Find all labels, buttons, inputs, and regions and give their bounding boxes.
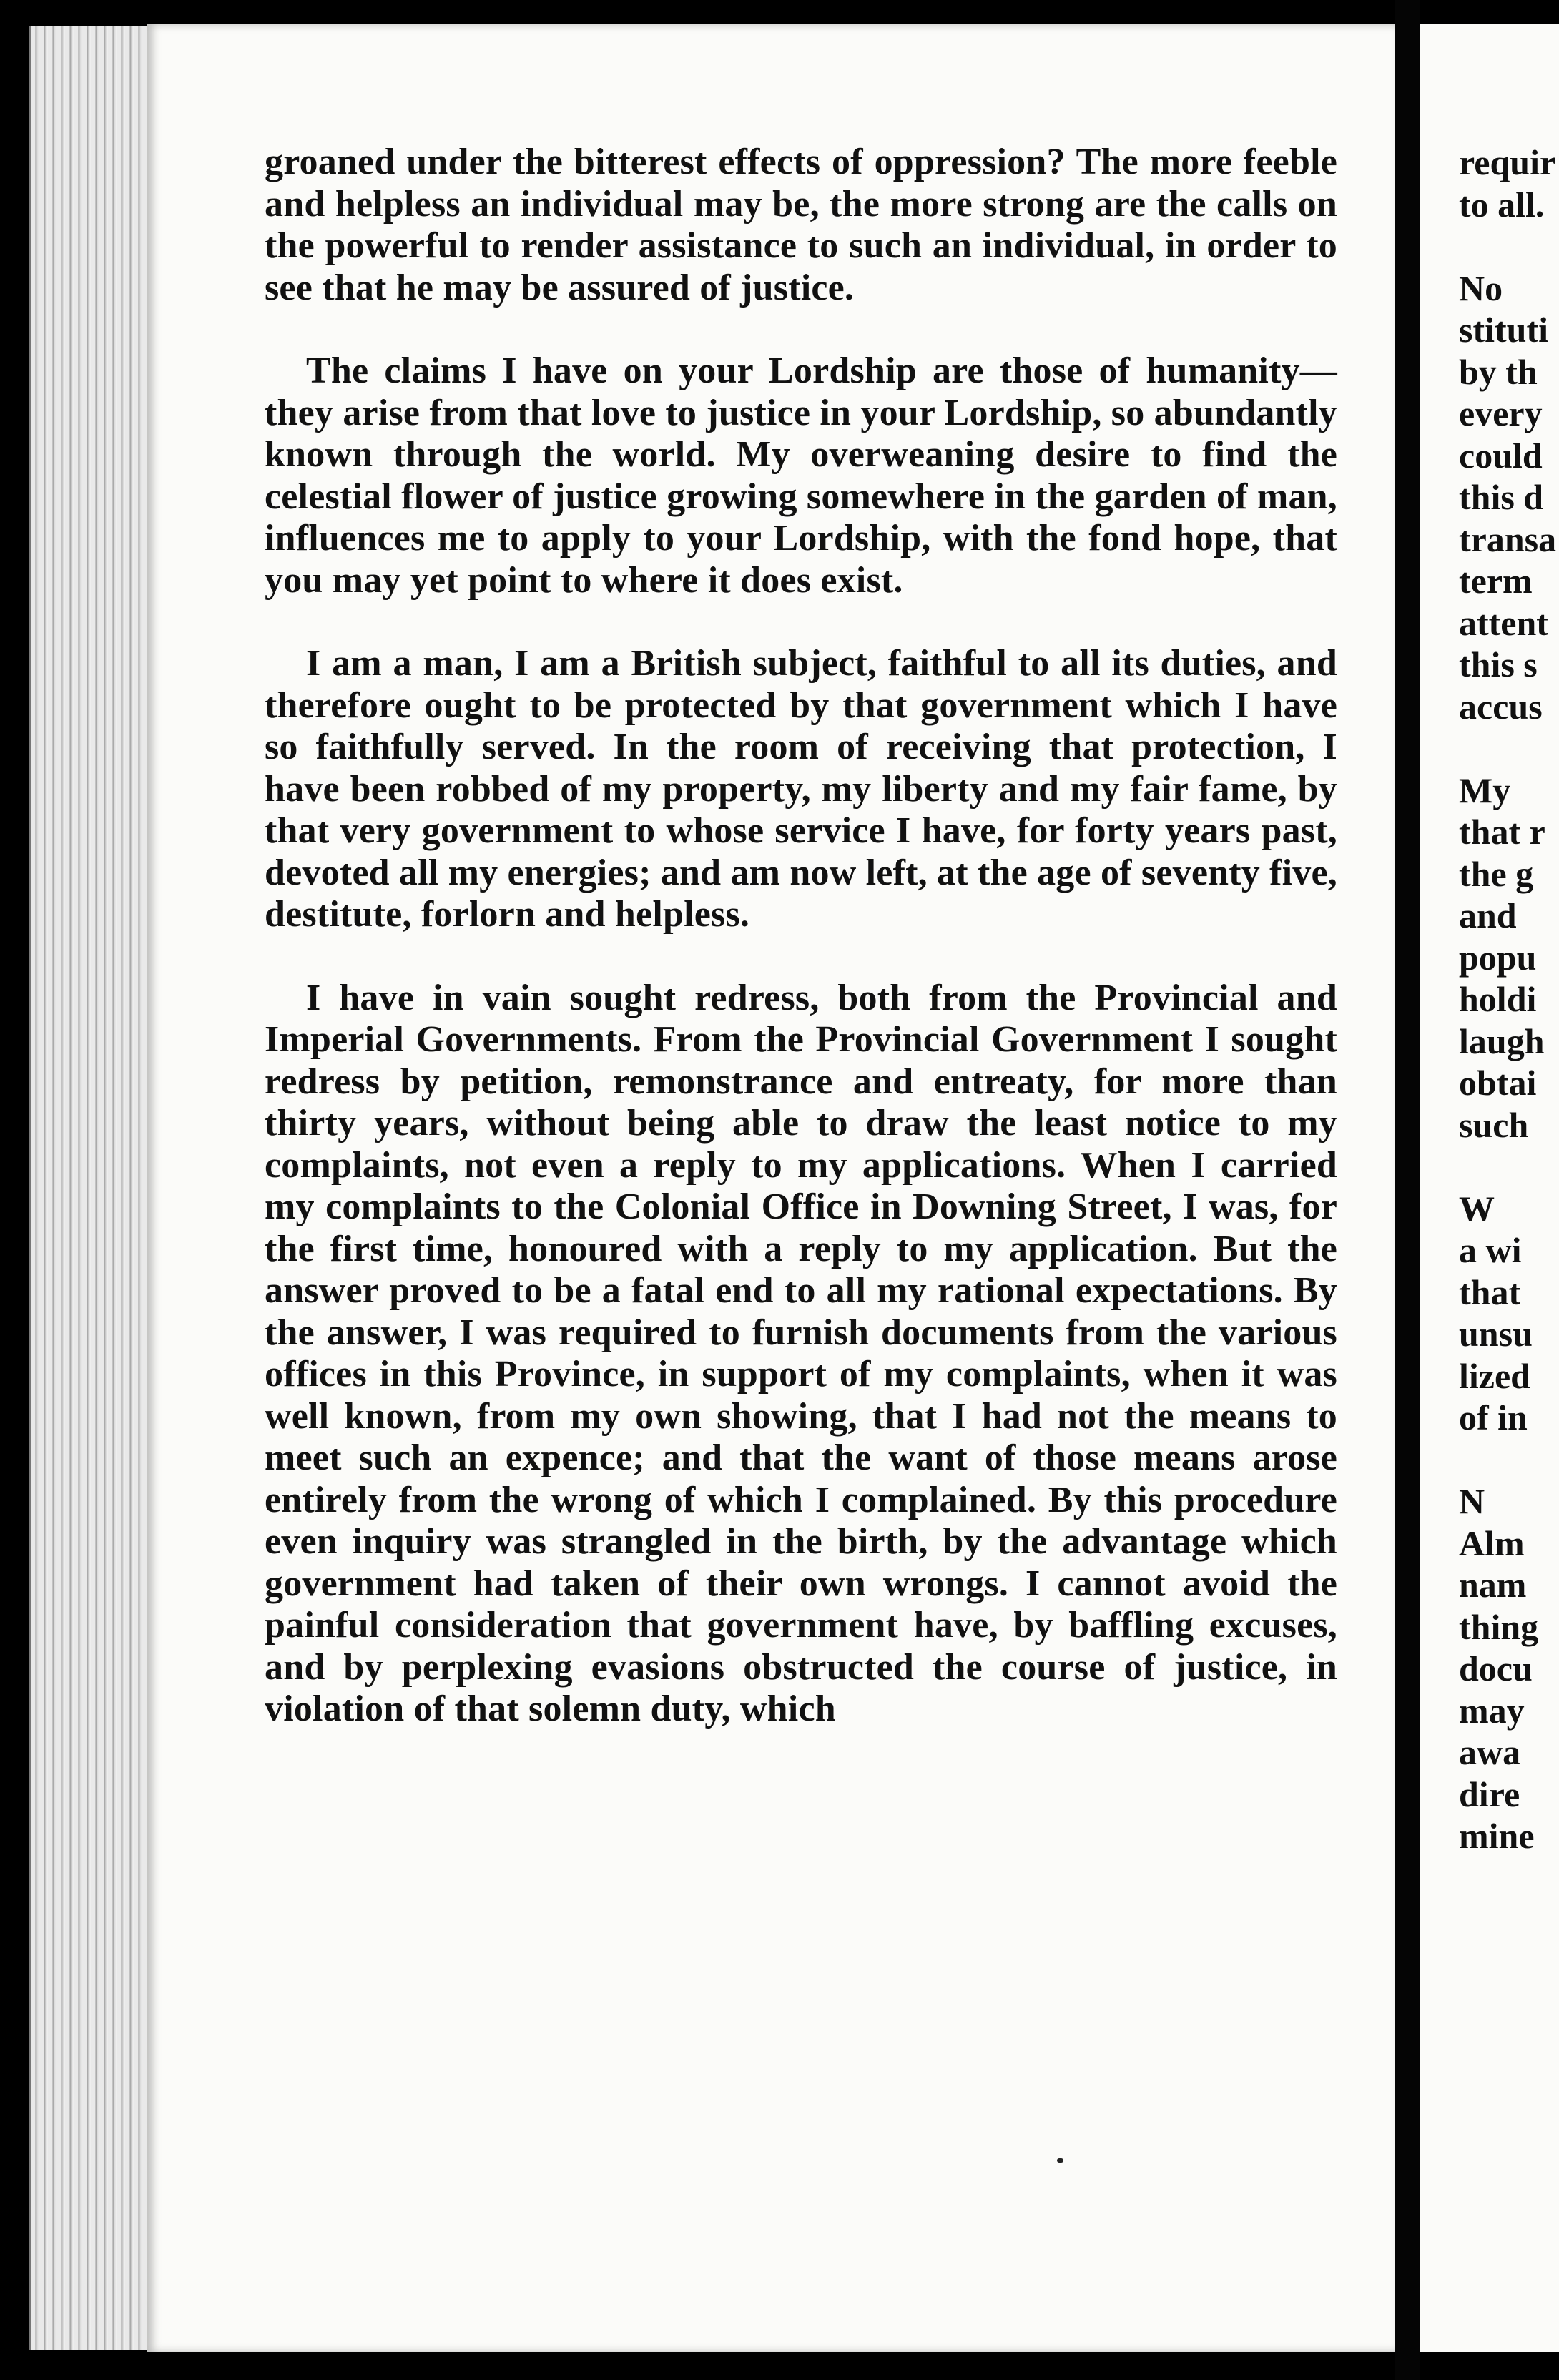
right-page-line: obtai [1459,1063,1537,1103]
paragraph-gap [1459,1146,1559,1188]
right-page-line: nam [1459,1565,1527,1605]
right-page-line: this d [1459,477,1544,517]
book-gutter [1395,0,1420,2380]
right-page-line: attent [1459,602,1548,643]
paragraph-gap [1459,225,1559,267]
right-page-line: dire [1459,1774,1520,1814]
paragraph-2: The claims I have on your Lordship are those of humanity— they arise from that love to justice in your Lordship, so abundantly known through the world. My overweaning desire to find the celestial flower of justice growing somewhere in the garden of man, influences me to apply to your Lordship, with the fond hope, that you may yet point to where it does exist. [265,350,1337,601]
right-page-line: laugh [1459,1021,1545,1061]
right-page-line: unsu [1459,1314,1533,1354]
paragraph-gap [1459,727,1559,769]
paragraph-4: I have in vain sought redress, both from the Provincial and Imperial Governments. From the Provincial Government I sought redress by petition, remonstrance and entreaty, for more than thirty years, without being able to draw the least notice to my complaints, not even a reply to my applications. When I carried my complaints to the Colonial Office in Downing Street, I was, for the first time, honoured with a reply to my application. But the answer proved to be a fatal end to all my rational expectations. By the answer, I was required to furnish documents from the various offices in this Province, in support of my complaints, when it was well known, from my own showing, that I had not the means to meet such an expence; and that the want of those means arose entirely from the wrong of which I complained. By this procedure even inquiry was strangled in the birth, by the advantage which government had taken of their own wrongs. I cannot avoid the painful consideration that government have, by baffling excuses, and by perplexing evasions obstructed the course of justice, in violation of that solemn duty, which [265,977,1337,1729]
right-page-line: that [1459,1272,1521,1312]
right-page-line: holdi [1459,979,1537,1019]
right-page-text [1459,142,1559,1857]
right-page-line: No [1459,267,1503,308]
right-page-line: stituti [1459,310,1548,350]
paragraph-1: groaned under the bitterest effects of oppression? The more feeble and helpless an individual may be, the more strong are the calls on the powerful to render assistance to such an individual, in order to see that he may be assured of justice. [265,142,1337,308]
right-page-line: thing [1459,1606,1539,1647]
right-page-line: to all. [1459,184,1545,225]
right-page-line: mine [1459,1816,1535,1856]
paragraph-gap [1459,1439,1559,1481]
ink-speck [1057,2158,1063,2163]
right-page-line: by th [1459,351,1538,392]
right-page-line: lized [1459,1355,1530,1396]
right-page-line: N [1459,1481,1485,1521]
right-page-line: that r [1459,812,1545,852]
right-page-line: a wi [1459,1230,1522,1270]
right-page-line: the g [1459,853,1534,894]
right-page-line: awa [1459,1732,1521,1772]
right-page-line: transa [1459,518,1557,559]
right-page-line: Alm [1459,1523,1525,1563]
right-page-line: could [1459,435,1543,476]
left-page-text [265,142,1337,1772]
right-page-line: My [1459,769,1511,810]
right-page-line: W [1459,1188,1495,1229]
right-page-line: and [1459,895,1517,935]
right-page-line: may [1459,1690,1525,1731]
right-page-line: accus [1459,686,1543,727]
paragraph-3: I am a man, I am a British subject, faithful to all its duties, and therefore ought to be protected by that government which I have so faithfully served. In the room of receiving that protection, I have been robbed of my property, my liberty and my fair fame, by that very government to whose service I have, for forty years past, devoted all my energies; and am now left, at the age of seventy five, destitute, forlorn and helpless. [265,643,1337,935]
right-page-line: such [1459,1104,1529,1145]
right-page-line: term [1459,561,1533,601]
right-page-line: docu [1459,1648,1533,1688]
right-page-line: popu [1459,937,1537,978]
right-page-line: of in [1459,1397,1528,1437]
page-edges [29,26,152,2350]
right-page-line: requir [1459,142,1556,182]
right-page-line: this s [1459,644,1538,684]
right-page-line: every [1459,393,1543,433]
